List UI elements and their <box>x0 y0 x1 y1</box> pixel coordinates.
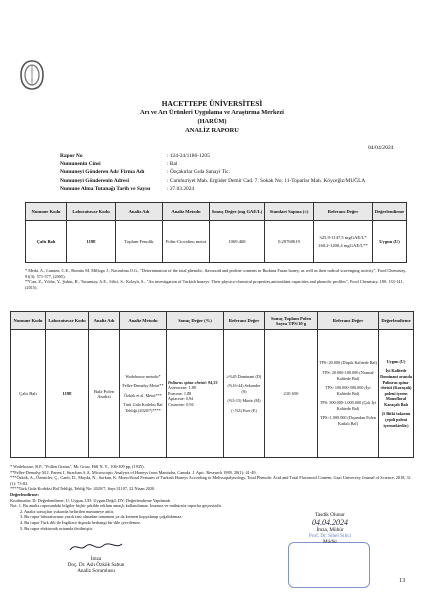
approval-line: Müdür <box>322 539 338 545</box>
result-line: Apiaceae: 0,94 <box>168 396 194 402</box>
evaluation-line: İyi Kalitede Dominant oranda Paliurus spina-christi (Karaçalı) poleni içeren Monofloral Karaçalı Balı <box>380 368 412 407</box>
signature-icon <box>66 540 126 554</box>
info-key: Numunenin Cinsi <box>60 161 101 168</box>
reference-text: **Can, Z., Yıldız, Y., Şahin, H., Turumtay, A.E., Silici, S., Kolaylı, S., "An investigation of Turkish honeys: Their physico-chemical properties,antioxidant capacities and phenolic profiles", Food Chemistry, 180: 133-141, (2015). <box>25 279 404 290</box>
abbreviations-line: Kısaltmalar: D: Değerlendirme; U: Uygun, UD: Uygun Değil, DY: Değerlendirme Yapılmadı <box>10 497 171 503</box>
result-line: Asteraceae: 1,88 <box>168 385 196 391</box>
reference-text: * Wodehouse, R.P., "Pollen Grains", Mc Graw, Hill N. Y., 106-109 pp, (1935). <box>10 464 145 469</box>
report-date: 04/04/2024 <box>368 145 394 151</box>
reference-text: **Feller-Demalsy M.J, Parent J, Strachan A.A. Microscopic Analysis of Honeys from Manitoba, Canada. J. Apic. Research 1989, 28(1): 41-49. <box>10 469 257 475</box>
table-header-row <box>26 203 407 221</box>
col-header: Sonuç Toplam Polen Sayısı TPS/10 g <box>265 312 318 330</box>
page-number: 13 <box>399 577 406 584</box>
col-header: Değerlendirme <box>373 203 407 221</box>
tps-reference-line: TPS>1.000.000 (Dışarıdan Polen Katkılı Bal) <box>320 415 376 427</box>
center-name: Arı ve Arı Ürünleri Uygulama ve Araştırma Merkezi <box>140 109 284 116</box>
note-line: 3. Bu rapor laboratuvarın yazılı izni olmadan tamamen ya da kısmen kopyalanıp çoğaltılamaz. <box>20 514 183 520</box>
col-header: Numune Kodu <box>26 203 67 221</box>
lab-code-cell: 1198 <box>46 330 89 458</box>
table-row <box>26 221 407 263</box>
reference-text: ****Türk Gıda Kodeksi Bal Tebliği, Tebliğ No: 2020/7, Sayı:31107, 22 Nisan 2020. <box>10 486 156 492</box>
method-line: Özkök et al. Metot*** <box>124 392 162 398</box>
info-value: : Özçakırlar Gıda Sanayi Tic. <box>167 169 231 176</box>
reference-line: 160,2-1200,4 mgGAE/L** <box>318 243 368 248</box>
col-header: Numune Kodu <box>11 312 46 330</box>
signer-role: İmza <box>90 556 102 562</box>
report-title: ANALİZ RAPORU <box>185 127 239 134</box>
info-key: Numuneyi Gönderen Adı/ Firma Adı <box>60 169 145 176</box>
tps-reference-line: TPS: 20.000-100.000 (Normal Kalitede Bal) <box>322 369 374 381</box>
phenolic-table <box>25 202 407 263</box>
reference-cell <box>224 330 265 458</box>
signer-name: Doç. Dr. Aslı Özkök Sabun <box>67 562 125 568</box>
reference-text: * Meda, A., Lamien, C.E., Romito M, Millogo J., Nacoulma O.G., "Determination of the total phenolic, flavonoid and proline contents in Burkina Fasan honey, as well as their radical scavenging activity", Food Chemistry, 91(3): 571-577, (2005). <box>25 268 407 279</box>
approval-line: Prof. Dr. Sibel Silici <box>308 533 352 539</box>
report-info <box>60 152 410 193</box>
approval-date: 04.04.2024 <box>312 518 348 527</box>
col-header: Laboratuvar Kodu <box>67 203 116 221</box>
lab-code-cell: 1198 <box>67 221 116 263</box>
sd-cell: 0,20760619 <box>265 221 314 263</box>
col-header: Değerlendirme <box>379 312 414 330</box>
reference-line: (<%3) Eser (E) <box>231 407 257 413</box>
analysis-cell: Toplam Fenolik <box>116 221 163 263</box>
pollen-table <box>10 311 414 458</box>
reference-line: (%3-15) Minör (M) <box>227 398 261 404</box>
reference-line: 325,9-1147,5 mgGAE/L* <box>319 235 367 240</box>
col-header: Analiz Adı <box>116 203 163 221</box>
reference-line: (%16-44) Sekonder (S) <box>227 383 261 394</box>
species-result: Paliurus spina-christi: 94,33 <box>168 379 218 385</box>
info-row <box>60 160 410 168</box>
evaluation-cell: Uygun (U) <box>373 221 407 263</box>
sample-cell: Çaltı Balı <box>26 221 67 263</box>
center-abbr: (HARÜM) <box>197 118 227 125</box>
col-header: Analiz Metodu <box>163 203 210 221</box>
col-header: Laboratuvar Kodu <box>46 312 89 330</box>
col-header: Referans Değer <box>314 203 373 221</box>
col-header: Sonuç Değer (%) <box>167 312 224 330</box>
evaluation-title: Değerlendirme: <box>10 491 39 497</box>
reference-cell <box>314 221 373 263</box>
method-line: Wodehouse metodu* <box>125 373 161 379</box>
evaluation-cell <box>379 330 414 458</box>
col-header: Referans Değer <box>224 312 265 330</box>
approval-block <box>290 512 370 545</box>
info-row <box>60 152 410 160</box>
col-header: Analiz Metodu <box>120 312 167 330</box>
table-row <box>11 330 414 458</box>
university-name: HACETTEPE ÜNİVERSİTESİ <box>161 99 263 108</box>
tps-cell: 210 650 <box>265 330 318 458</box>
method-cell <box>120 330 167 458</box>
info-key: Rapor No <box>60 153 83 159</box>
result-line: Cistaceae: 0,94 <box>168 401 194 407</box>
note-line: 5. Bu rapor elektronik ortamda iletilmiştir. <box>20 525 93 531</box>
approval-line: Tasdik Olunur <box>315 512 345 518</box>
result-cell <box>167 330 224 458</box>
info-value: : 124-24/1186-1205 <box>167 153 210 159</box>
evaluation-line: Uygun (U) <box>386 358 406 364</box>
col-header: Referans Değer <box>318 312 379 330</box>
method-line: Türk Gıda Kodeksi Bal Tebliği (2020/7)**** <box>123 402 163 413</box>
info-row <box>60 185 410 193</box>
tps-reference-line: TPS<20.000 (Düşük Kalitede Bal) <box>319 360 377 366</box>
table-header-row <box>11 312 414 330</box>
official-stamp-icon <box>288 542 370 588</box>
note-line: 2. Analiz sonuçları yukarıda belirtilen numuneye aittir. <box>20 508 115 514</box>
note-line: 4. Bu rapor Türk dili ile İngilizce dışında herhangi bir dile çevrilemez. <box>20 519 142 525</box>
reference-text: ***Özkök, A., Özenirler, Ç., Canlı, D., Mayda, N., Sorkun, K. Mono/floral Features of Turkish Honeys According to Melissopalynology, Total Phenolic Acid and Total Flavonoid Content, Gazi University Journal of Science, 2018, 31 (1): 73-82. <box>10 475 411 486</box>
tps-reference-cell <box>318 330 379 458</box>
references-1 <box>25 268 407 290</box>
info-key: Numuneyi Gönderenin Adresi <box>60 177 129 184</box>
info-key: Numune Alma Tutanağı Tarih ve Sayısı <box>60 185 151 192</box>
col-header: Standart Sapma (±) <box>265 203 314 221</box>
tps-reference-line: TPS: 500.000-1.000.000 (Çok İyi Kalitede Bal) <box>319 400 377 411</box>
approval-line: İmza, Mühür <box>316 527 344 533</box>
method-line: Feller-Demalsy Metot** <box>122 383 164 389</box>
sample-cell: Çaltı Balı <box>11 330 46 458</box>
university-logo-icon <box>20 60 44 90</box>
reference-line: ≥%45 Dominant (D) <box>226 373 262 379</box>
col-header: Sonuç Değer (mg GAE/L) <box>210 203 265 221</box>
info-row <box>60 168 410 176</box>
result-line: Poaceae: 1,88 <box>168 390 192 396</box>
analyst-signature-block <box>36 540 156 574</box>
result-cell: 1069,468 <box>210 221 265 263</box>
evaluation-line: (5 Bitki taksonu çeşidi poleni içermektedir.) <box>381 411 411 428</box>
info-value: : 27.03.2024 <box>167 185 195 192</box>
info-value: : Bal <box>167 161 178 168</box>
col-header: Analiz Adı <box>89 312 120 330</box>
info-value: : Cumhuriyet Mah. Ergüder Demir Cad. 7. Sokak No: 11-Toparlar Mah. Köyceğiz/MUĞLA <box>167 177 366 184</box>
analysis-cell: Bala Polen Analizi <box>89 330 120 458</box>
info-row <box>60 177 410 185</box>
signer-title: Analiz Sorumlusu <box>77 568 115 574</box>
method-cell: Folin-Ciocalteu metot <box>163 221 210 263</box>
note-line: Not: 1. Bu analiz raporundaki bilgiler hiçbir şekilde reklam amaçlı kullanılamaz. İmzasız ve mühürsüz raporlar geçersizdir. <box>10 503 222 509</box>
tps-reference-line: TPS: 100.000-500.000 (İyi Kalitede Bal) <box>325 385 371 396</box>
